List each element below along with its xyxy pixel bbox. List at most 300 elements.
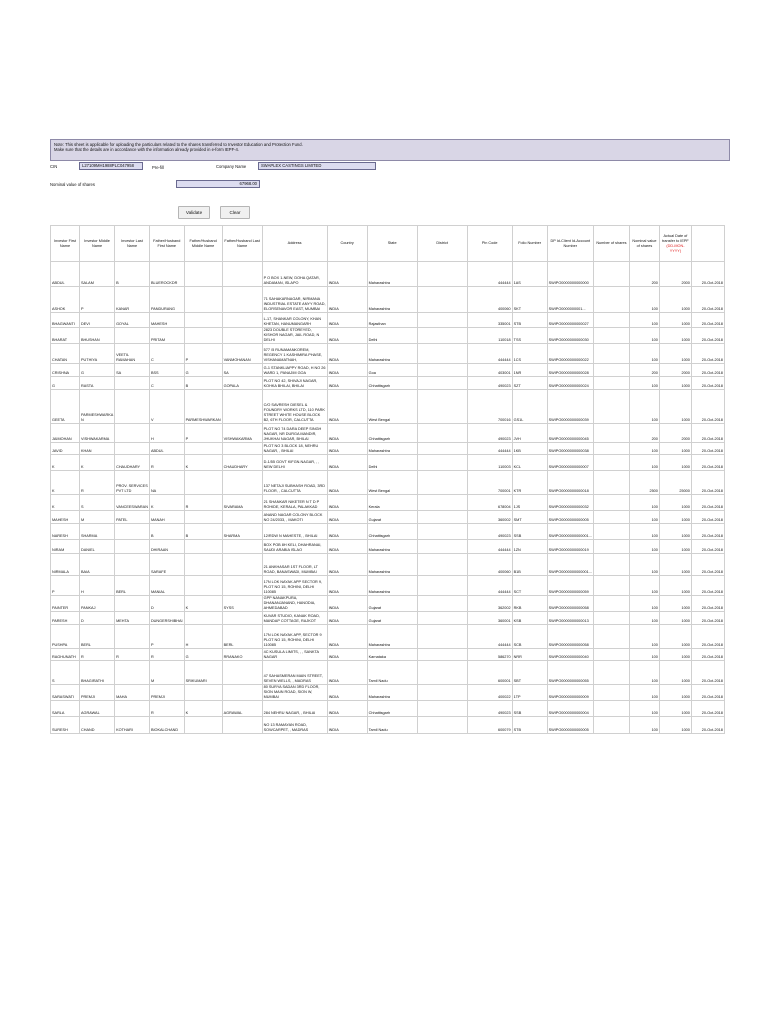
table-cell[interactable]: D [149, 596, 184, 612]
table-cell[interactable]: AGRAWAL [80, 701, 115, 717]
table-cell[interactable]: SSB [512, 701, 547, 717]
table-cell[interactable]: MEHTA [115, 612, 150, 625]
table-cell[interactable]: P [184, 424, 222, 443]
table-cell[interactable]: SKT [512, 287, 547, 313]
table-cell[interactable]: GPP NANAKPURA, DHANANJANAND, HANODIA, AHMEDABAD [262, 596, 327, 612]
table-cell[interactable]: Maharashtra [367, 540, 417, 554]
table-cell[interactable]: 20-Oct-2018 [691, 390, 724, 424]
table-cell[interactable] [593, 625, 629, 649]
table-cell[interactable]: PROV. SERVICES PVT LTD [115, 471, 150, 495]
table-cell[interactable] [184, 262, 222, 287]
table-cell[interactable] [593, 390, 629, 424]
table-cell[interactable]: BAIA [80, 554, 115, 576]
table-cell[interactable]: KUVAR STUDIO, KANAK ROAD, MANDAP COTTAGE, RAJKOT [262, 612, 327, 625]
table-cell[interactable]: SWIPO0000000000007 [547, 455, 593, 471]
table-cell[interactable]: P [149, 625, 184, 649]
table-cell[interactable]: TSS [512, 328, 547, 344]
table-cell[interactable] [222, 328, 262, 344]
table-cell[interactable]: DHIRAAN [149, 540, 184, 554]
table-cell[interactable]: 1000 [659, 612, 691, 625]
table-cell[interactable]: PANDURANG [149, 287, 184, 313]
table-cell[interactable]: RASTA [80, 377, 115, 390]
table-cell[interactable]: SWIPO0000000000018 [547, 471, 593, 495]
table-cell[interactable] [417, 685, 467, 701]
table-cell[interactable] [593, 287, 629, 313]
table-cell[interactable]: 1000 [659, 540, 691, 554]
table-cell[interactable]: 1000 [659, 649, 691, 661]
table-cell[interactable]: 700016 [467, 390, 512, 424]
table-cell[interactable] [593, 524, 629, 540]
table-cell[interactable]: PLOT NO 74 DARA DEEP SINGH NAGAR, NR DURGA MANDIR, JHUKHAI NAGAR, BHILAI [262, 424, 327, 443]
table-cell[interactable]: 1000 [659, 495, 691, 511]
table-cell[interactable]: 100 [629, 313, 659, 328]
table-cell[interactable] [222, 471, 262, 495]
table-cell[interactable] [417, 344, 467, 364]
table-cell[interactable]: 20-Oct-2018 [691, 524, 724, 540]
table-cell[interactable]: D-1/55 GOVT KIFGN.NAGAR, , , NEW DELHI [262, 455, 327, 471]
table-cell[interactable]: VANCEESWARAN [115, 495, 150, 511]
table-cell[interactable]: M [80, 511, 115, 524]
table-cell[interactable]: Chhattisgarh [367, 701, 417, 717]
table-cell[interactable]: 1TP [512, 685, 547, 701]
table-cell[interactable]: 71 SAHAKARNAGAR, NIRMANA INDUSTRIAL ESTATE ANYY ROAD, ELORSENAVOR EAST, MUMBAI [262, 287, 327, 313]
table-cell[interactable]: 1000 [659, 701, 691, 717]
table-cell[interactable]: 47 SAHASMERAN MAIN STREET, SEVEN WELLS, , MADRAS [262, 661, 327, 685]
table-cell[interactable]: INDIA [327, 495, 367, 511]
table-cell[interactable]: 444444 [467, 443, 512, 455]
table-cell[interactable]: R [80, 649, 115, 661]
table-cell[interactable]: JVH [512, 424, 547, 443]
table-cell[interactable]: 700001 [467, 471, 512, 495]
table-cell[interactable]: 1000 [659, 661, 691, 685]
table-cell[interactable] [593, 612, 629, 625]
table-cell[interactable]: MANIAL [149, 576, 184, 596]
table-cell[interactable]: 100 [629, 455, 659, 471]
table-cell[interactable]: 1NR [512, 364, 547, 377]
table-cell[interactable]: SWIPO0000000000032 [547, 495, 593, 511]
table-cell[interactable] [222, 661, 262, 685]
table-cell[interactable] [222, 287, 262, 313]
table-cell[interactable] [115, 390, 150, 424]
table-cell[interactable]: 20-Oct-2018 [691, 612, 724, 625]
table-cell[interactable]: 100 [629, 287, 659, 313]
table-cell[interactable]: 100 [629, 511, 659, 524]
table-cell[interactable]: Chhattisgarh [367, 424, 417, 443]
table-cell[interactable]: G [184, 649, 222, 661]
table-cell[interactable]: SA [222, 364, 262, 377]
table-cell[interactable]: 2000 [659, 262, 691, 287]
table-cell[interactable]: West Bengal [367, 471, 417, 495]
table-cell[interactable] [417, 471, 467, 495]
table-cell[interactable]: 490023 [467, 701, 512, 717]
table-cell[interactable]: SWIPO0000000000027 [547, 313, 593, 328]
table-cell[interactable] [417, 313, 467, 328]
table-cell[interactable] [593, 717, 629, 734]
table-cell[interactable]: DUNGERSHIBHAI [149, 612, 184, 625]
table-cell[interactable]: PLOT NO 42, SHIVAJI NAGAR, KOHKA BHILAI, BHILAI [262, 377, 327, 390]
table-cell[interactable]: 20-Oct-2018 [691, 495, 724, 511]
table-cell[interactable]: 20-Oct-2018 [691, 511, 724, 524]
table-cell[interactable]: 362002 [467, 596, 512, 612]
table-cell[interactable] [184, 554, 222, 576]
table-cell[interactable]: SSB [512, 524, 547, 540]
table-cell[interactable]: SRIKUMARI [184, 661, 222, 685]
table-cell[interactable]: INDIA [327, 649, 367, 661]
table-cell[interactable] [417, 364, 467, 377]
table-cell[interactable] [417, 511, 467, 524]
table-cell[interactable]: R [149, 649, 184, 661]
table-cell[interactable]: Chhattisgarh [367, 524, 417, 540]
table-cell[interactable]: Maharashtra [367, 443, 417, 455]
table-cell[interactable]: SCB [512, 625, 547, 649]
table-cell[interactable]: 137 NETAJI SUBHASH ROAD, 3RD FLOOR, , CALCUTTA [262, 471, 327, 495]
table-cell[interactable]: Tamil Nadu [367, 717, 417, 734]
table-cell[interactable]: INDIA [327, 443, 367, 455]
table-cell[interactable] [115, 540, 150, 554]
table-cell[interactable]: BHUSHAN [80, 328, 115, 344]
table-cell[interactable]: JAIMOHAN [51, 424, 80, 443]
table-cell[interactable]: SWIPO0000000000059 [547, 576, 593, 596]
table-cell[interactable] [417, 390, 467, 424]
table-cell[interactable]: SARAFE [149, 554, 184, 576]
table-cell[interactable] [417, 377, 467, 390]
table-cell[interactable]: INDIA [327, 625, 367, 649]
table-cell[interactable]: West Bengal [367, 390, 417, 424]
table-cell[interactable]: SIVARAMA [222, 495, 262, 511]
table-cell[interactable]: G-1 STANKLIAPPY ROAD, H NO 26 WARD 1, PANAJIM GOA [262, 364, 327, 377]
table-cell[interactable]: 100 [629, 524, 659, 540]
table-cell[interactable] [222, 717, 262, 734]
table-cell[interactable]: P [51, 576, 80, 596]
table-cell[interactable]: 12/RDW N MAHESTE, , BHILAI [262, 524, 327, 540]
table-cell[interactable]: 403001 [467, 364, 512, 377]
table-cell[interactable] [593, 661, 629, 685]
table-cell[interactable] [593, 364, 629, 377]
table-cell[interactable]: K [184, 596, 222, 612]
table-cell[interactable] [593, 540, 629, 554]
table-cell[interactable]: 100 [629, 344, 659, 364]
table-cell[interactable]: BERL [80, 625, 115, 649]
table-cell[interactable]: KANAR [115, 287, 150, 313]
table-cell[interactable]: SARASWATI [51, 685, 80, 701]
table-cell[interactable]: PATEL [115, 511, 150, 524]
table-cell[interactable]: K [51, 471, 80, 495]
table-cell[interactable]: Rajasthan [367, 313, 417, 328]
table-cell[interactable]: SWIPO0000000000005 [547, 511, 593, 524]
table-cell[interactable]: KSB [512, 612, 547, 625]
table-cell[interactable] [593, 554, 629, 576]
table-cell[interactable] [222, 313, 262, 328]
table-cell[interactable]: NA [149, 471, 184, 495]
table-cell[interactable]: 200 [629, 262, 659, 287]
table-cell[interactable]: 100 [629, 717, 659, 734]
nominal-value-field[interactable]: 67968.00 [176, 180, 260, 188]
table-cell[interactable]: 400060 [467, 287, 512, 313]
table-cell[interactable] [417, 524, 467, 540]
table-cell[interactable]: 200 [629, 424, 659, 443]
table-cell[interactable]: ABDUL [149, 443, 184, 455]
table-cell[interactable]: ANAND NAGAR COLONY BLOCK NO 24/2033, , MAKOTI [262, 511, 327, 524]
table-cell[interactable]: 21 ANKHASAR 1ST FLOOR, LT ROAD, BANASWADI, MUMBAI [262, 554, 327, 576]
table-cell[interactable] [417, 649, 467, 661]
table-cell[interactable]: 444444 [467, 262, 512, 287]
table-cell[interactable]: RAGHUNATH [51, 649, 80, 661]
table-cell[interactable]: 600001 [467, 661, 512, 685]
table-cell[interactable] [417, 424, 467, 443]
table-cell[interactable]: 25000 [659, 471, 691, 495]
table-cell[interactable]: 1000 [659, 685, 691, 701]
table-cell[interactable]: V [149, 390, 184, 424]
table-cell[interactable]: G [184, 364, 222, 377]
table-cell[interactable] [417, 717, 467, 734]
table-cell[interactable] [222, 554, 262, 576]
table-cell[interactable]: 20-Oct-2018 [691, 471, 724, 495]
table-cell[interactable] [593, 685, 629, 701]
table-cell[interactable]: GEETA [51, 390, 80, 424]
table-cell[interactable]: INDIA [327, 344, 367, 364]
table-cell[interactable]: 335001 [467, 313, 512, 328]
table-cell[interactable]: INDIA [327, 596, 367, 612]
table-cell[interactable]: STB [512, 313, 547, 328]
table-cell[interactable]: 17N LOK NAYAK APP SECTOR 9, PLOT NO 15, ROHINI, DELHI 110085 [262, 576, 327, 596]
table-cell[interactable]: VISHWAKARMA [222, 424, 262, 443]
table-cell[interactable] [184, 576, 222, 596]
table-cell[interactable]: Maharashtra [367, 554, 417, 576]
table-cell[interactable]: 1000 [659, 625, 691, 649]
table-cell[interactable]: G [51, 377, 80, 390]
table-cell[interactable]: CHAUDHARY [222, 455, 262, 471]
table-cell[interactable]: GOYAL [115, 313, 150, 328]
table-cell[interactable]: SYSS [222, 596, 262, 612]
table-cell[interactable] [593, 328, 629, 344]
table-cell[interactable]: 444444 [467, 576, 512, 596]
table-cell[interactable]: INDIA [327, 524, 367, 540]
table-cell[interactable]: 1JS [512, 495, 547, 511]
table-cell[interactable]: B [115, 262, 150, 287]
table-cell[interactable]: C/O SAVRESH DIESEL & FOUNDRY WORKS LTD, 110 PARK STREET WHITE HOUSE BLOCK B2, 6TH FLOOR, CALCUTTA [262, 390, 327, 424]
table-cell[interactable]: 20-Oct-2018 [691, 649, 724, 661]
table-cell[interactable]: 586270 [467, 649, 512, 661]
table-cell[interactable]: K [80, 455, 115, 471]
table-cell[interactable]: BHAGWANTI [51, 313, 80, 328]
table-cell[interactable]: 20-Oct-2018 [691, 685, 724, 701]
table-cell[interactable]: INDIA [327, 471, 367, 495]
table-cell[interactable]: INDIA [327, 455, 367, 471]
table-cell[interactable]: BOX POB 8H KELI, DHAHRANAI, SAUDI ARABIA ISLAO [262, 540, 327, 554]
table-cell[interactable]: 2000 [659, 364, 691, 377]
table-cell[interactable]: INDIA [327, 554, 367, 576]
table-cell[interactable] [115, 661, 150, 685]
table-cell[interactable] [115, 625, 150, 649]
table-cell[interactable]: SWIPO0000000000000 [547, 262, 593, 287]
table-cell[interactable]: 20-Oct-2018 [691, 377, 724, 390]
table-cell[interactable] [115, 328, 150, 344]
table-cell[interactable]: 17N LOK NAYAK APP, SECTOR 9 PLOT NO 15, ROHINI, DELHI 110085 [262, 625, 327, 649]
table-cell[interactable]: 1000 [659, 443, 691, 455]
table-cell[interactable]: 20-Oct-2018 [691, 443, 724, 455]
table-cell[interactable]: 20-Oct-2018 [691, 262, 724, 287]
table-cell[interactable] [417, 596, 467, 612]
table-cell[interactable]: 21 SHANKAR NIKETER N T D P ROHIDE, KERALA, PALAKKAD [262, 495, 327, 511]
table-cell[interactable] [417, 328, 467, 344]
table-cell[interactable]: 20-Oct-2018 [691, 540, 724, 554]
table-cell[interactable]: PAINTER [51, 596, 80, 612]
table-cell[interactable]: DANIEL [80, 540, 115, 554]
table-cell[interactable]: 20-Oct-2018 [691, 328, 724, 344]
table-cell[interactable] [115, 443, 150, 455]
table-cell[interactable]: SWIPO0000000000030 [547, 328, 593, 344]
table-cell[interactable]: 1CS [512, 344, 547, 364]
table-cell[interactable]: SWIPO0000000000001... [547, 524, 593, 540]
table-cell[interactable]: H [149, 424, 184, 443]
table-cell[interactable]: SARLA [51, 701, 80, 717]
table-cell[interactable]: SWIPO0000000000013 [547, 612, 593, 625]
table-cell[interactable] [222, 612, 262, 625]
table-cell[interactable]: 490023 [467, 377, 512, 390]
table-cell[interactable]: INDIA [327, 612, 367, 625]
table-cell[interactable]: MAHESH [149, 313, 184, 328]
table-cell[interactable]: K [149, 495, 184, 511]
table-cell[interactable]: RKB [512, 596, 547, 612]
table-cell[interactable]: INDIA [327, 661, 367, 685]
table-cell[interactable]: KOTHARI [115, 717, 150, 734]
table-cell[interactable]: INDIA [327, 262, 367, 287]
table-cell[interactable]: 80 SURYA SADAN 3RD FLOOR, SION MAIN ROAD, SION W, MUMBAI [262, 685, 327, 701]
table-cell[interactable]: NARESH [51, 524, 80, 540]
table-cell[interactable]: D [80, 612, 115, 625]
table-cell[interactable]: MAHA [115, 685, 150, 701]
table-cell[interactable]: 1000 [659, 554, 691, 576]
table-cell[interactable]: MANAH [149, 511, 184, 524]
table-cell[interactable]: 100 [629, 612, 659, 625]
table-cell[interactable]: SWIPO0000000000040 [547, 649, 593, 661]
table-cell[interactable]: 400060 [467, 554, 512, 576]
table-cell[interactable]: 20-Oct-2018 [691, 554, 724, 576]
table-cell[interactable]: INDIA [327, 364, 367, 377]
table-cell[interactable]: P [184, 344, 222, 364]
table-cell[interactable]: 100 [629, 649, 659, 661]
table-cell[interactable]: PARMESHWARKAN [184, 390, 222, 424]
table-cell[interactable]: 100 [629, 328, 659, 344]
table-cell[interactable]: SWIPO0000000000058 [547, 596, 593, 612]
table-cell[interactable] [115, 596, 150, 612]
table-cell[interactable] [593, 701, 629, 717]
table-cell[interactable]: CHAND [80, 717, 115, 734]
table-cell[interactable]: RRANAKO [222, 649, 262, 661]
table-cell[interactable]: PLOT NO 3 BLOCK 18, NEHRU NAGAR, , BHILAI [262, 443, 327, 455]
table-cell[interactable]: R [184, 495, 222, 511]
table-cell[interactable]: INDIA [327, 328, 367, 344]
table-cell[interactable] [417, 287, 467, 313]
table-cell[interactable]: Maharashtra [367, 344, 417, 364]
table-cell[interactable]: 1000 [659, 596, 691, 612]
table-cell[interactable] [593, 495, 629, 511]
table-cell[interactable] [222, 390, 262, 424]
table-cell[interactable] [184, 443, 222, 455]
table-cell[interactable]: 200 [629, 364, 659, 377]
table-cell[interactable]: B1B [512, 554, 547, 576]
table-cell[interactable]: Kerala [367, 495, 417, 511]
table-cell[interactable]: SWIPO0000000000039 [547, 390, 593, 424]
table-cell[interactable]: INDIA [327, 313, 367, 328]
table-cell[interactable]: BSS [149, 364, 184, 377]
table-cell[interactable]: SWIPO0000000000001... [547, 554, 593, 576]
table-cell[interactable]: NIRAM [51, 540, 80, 554]
table-cell[interactable] [593, 511, 629, 524]
table-cell[interactable]: 20-Oct-2018 [691, 313, 724, 328]
table-cell[interactable] [417, 495, 467, 511]
table-cell[interactable]: INDIA [327, 511, 367, 524]
table-cell[interactable]: SCT [512, 576, 547, 596]
table-cell[interactable]: SHARMA [80, 524, 115, 540]
table-cell[interactable] [184, 511, 222, 524]
table-cell[interactable] [115, 554, 150, 576]
table-cell[interactable]: SURESH [51, 717, 80, 734]
table-cell[interactable]: 1000 [659, 576, 691, 596]
table-cell[interactable]: INDIA [327, 717, 367, 734]
table-cell[interactable]: Maharashtra [367, 576, 417, 596]
table-cell[interactable]: AGRAWAL [222, 701, 262, 717]
table-cell[interactable]: PUTHIYA [80, 344, 115, 364]
table-cell[interactable]: Delhi [367, 328, 417, 344]
table-cell[interactable] [417, 701, 467, 717]
table-cell[interactable]: PRITAM [149, 328, 184, 344]
table-cell[interactable] [593, 443, 629, 455]
table-cell[interactable]: SWIPO0000000001... [547, 287, 593, 313]
table-cell[interactable]: NRR [512, 649, 547, 661]
table-cell[interactable]: 2000 [659, 424, 691, 443]
table-cell[interactable]: 1KB [512, 443, 547, 455]
table-cell[interactable] [115, 377, 150, 390]
table-cell[interactable]: B [149, 524, 184, 540]
table-cell[interactable]: 20-Oct-2018 [691, 576, 724, 596]
table-cell[interactable]: ASHOK [51, 287, 80, 313]
table-cell[interactable]: S [51, 661, 80, 685]
table-cell[interactable]: 2823 DOUBLE STOREYED, KISHOR NAGAR, JAIL ROAD, N DELHI [262, 328, 327, 344]
table-cell[interactable]: R [149, 455, 184, 471]
table-cell[interactable]: 1000 [659, 524, 691, 540]
table-cell[interactable]: K [184, 455, 222, 471]
table-cell[interactable]: B [184, 524, 222, 540]
table-cell[interactable]: 1000 [659, 328, 691, 344]
table-cell[interactable]: SALAM [80, 262, 115, 287]
table-cell[interactable]: R [115, 649, 150, 661]
table-cell[interactable]: S [80, 495, 115, 511]
table-cell[interactable]: K [184, 701, 222, 717]
table-cell[interactable]: 600079 [467, 717, 512, 734]
table-cell[interactable] [184, 313, 222, 328]
table-cell[interactable]: Maharashtra [367, 287, 417, 313]
table-cell[interactable]: PUSHPA [51, 625, 80, 649]
table-cell[interactable]: NIRMALA [51, 554, 80, 576]
table-cell[interactable] [417, 625, 467, 649]
table-cell[interactable]: 110018 [467, 328, 512, 344]
table-cell[interactable]: 1000 [659, 344, 691, 364]
table-cell[interactable]: 1000 [659, 455, 691, 471]
table-cell[interactable] [184, 328, 222, 344]
table-cell[interactable]: 1AS [512, 262, 547, 287]
prefill-button[interactable]: Pre-fill [152, 165, 164, 170]
table-cell[interactable] [184, 287, 222, 313]
table-cell[interactable]: SWIPO0000000000028 [547, 364, 593, 377]
table-cell[interactable]: SWIPO0000000000009 [547, 685, 593, 701]
table-cell[interactable]: H [184, 625, 222, 649]
table-cell[interactable]: INDIA [327, 576, 367, 596]
table-cell[interactable]: Gujarat [367, 612, 417, 625]
table-cell[interactable]: H [80, 576, 115, 596]
table-cell[interactable]: 444444 [467, 344, 512, 364]
table-cell[interactable] [115, 424, 150, 443]
